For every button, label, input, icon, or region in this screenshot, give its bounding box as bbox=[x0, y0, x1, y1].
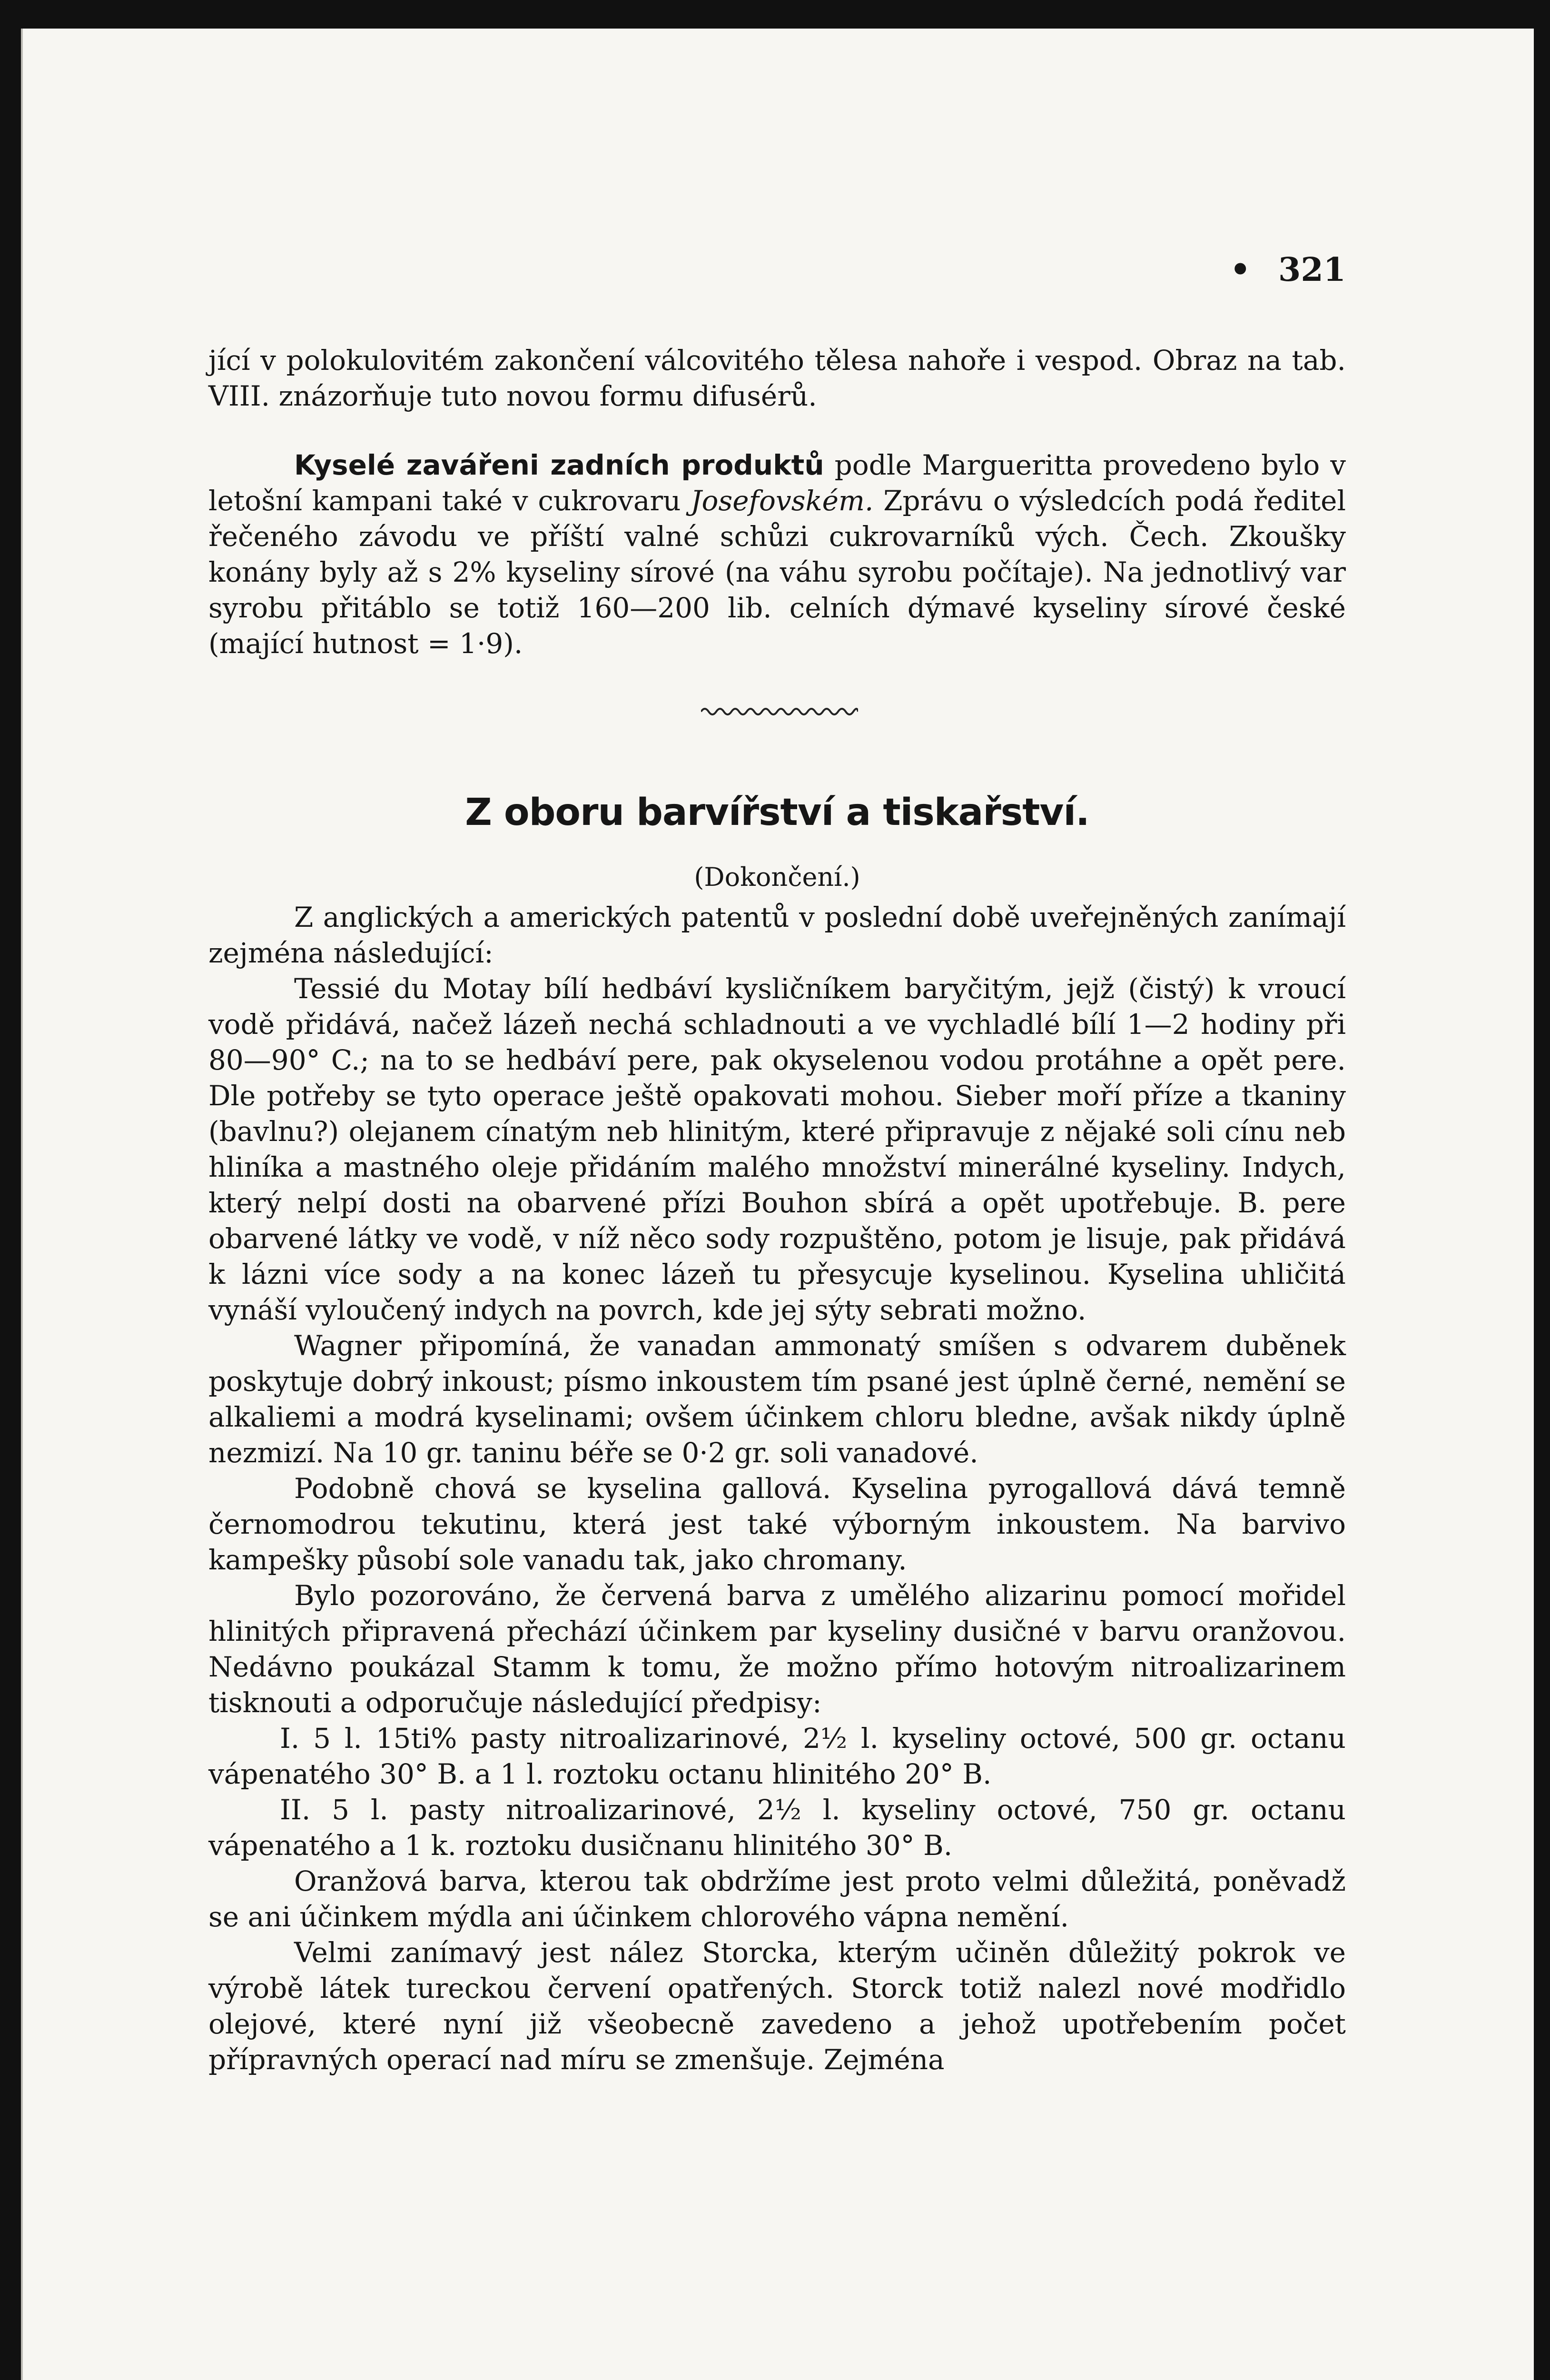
recipe-item: II. 5 l. pasty nitroalizarinové, 2½ l. kyseliny octové, 750 gr. octanu vápenatého a 1 k. roztoku dusičnanu hlinitého 30° B. bbox=[208, 1794, 1346, 1862]
section-body bbox=[208, 900, 1346, 2078]
paragraph: Wagner připomíná, že vanadan ammonatý smíšen s odvarem duběnek poskytuje dobrý inkoust; písmo inkoustem tím psané jest úplně černé, nemění se alkaliemi a modrá kyselinami; ovšem účinkem chloru bledne, avšak nikdy úplně nezmizí. Na 10 gr. taninu béře se 0·2 gr. soli vanadové. bbox=[208, 1329, 1346, 1469]
margueritte-section bbox=[208, 447, 1346, 662]
recipe-item: I. 5 l. 15ti% pasty nitroalizarinové, 2½ l. kyseliny octové, 500 gr. octanu vápenatého 30° B. a 1 l. roztoku octanu hlinitého 20° B. bbox=[208, 1722, 1346, 1790]
margueritte-text-1: podle Margueritta provedeno bylo v letošní kampani také v cukrovaru bbox=[208, 449, 1346, 517]
section-title: Z oboru barvířství a tiskařství. bbox=[465, 791, 1089, 834]
page-number: 321 bbox=[1278, 251, 1346, 289]
section-divider-ornament bbox=[701, 704, 858, 719]
paragraph: Bylo pozorováno, že červená barva z umělého alizarinu pomocí mořidel hlinitých připravená přechází účinkem par kyseliny dusičné v barvu oranžovou. Nedávno poukázal Stamm k tomu, že možno přímo hotovým nitroalizarinem tisknouti a odporučuje následující předpisy: bbox=[208, 1579, 1346, 1719]
paragraph: Tessié du Motay bílí hedbáví kysličníkem baryčitým, jejž (čistý) k vroucí vodě přidává, načež lázeň nechá schladnouti a ve vychladlé bílí 1—2 hodiny při 80—90° C.; na to se hedbáví pere, pak okyselenou vodou protáhne a opět pere. Dle potřeby se tyto operace ještě opakovati mohou. Sieber moří příze a tkaniny (bavlnu?) olejanem cínatým neb hlinitým, které připravuje z nějaké soli cínu neb hliníka a mastného oleje přidáním malého množství minerálné kyseliny. Indych, který nelpí dosti na obarvené přízi Bouhon sbírá a opět upotřebuje. B. pere obarvené látky ve vodě, v níž něco sody rozpuštěno, potom je lisuje, pak přidává k lázni více sody a na konec lázeň tu přesycuje kyselinou. Kyselina uhličitá vynáší vyloučený indych na povrch, kde jej sýty sebrati možno. bbox=[208, 972, 1346, 1326]
margueritte-emphasis: Josefovském. bbox=[691, 485, 874, 517]
margueritte-paragraph bbox=[208, 447, 1346, 662]
paragraph: Oranžová barva, kterou tak obdržíme jest proto velmi důležitá, poněvadž se ani účinkem mýdla ani účinkem chlorového vápna nemění. bbox=[208, 1865, 1346, 1933]
paragraph: Velmi zanímavý jest nález Storcka, kterým učiněn důležitý pokrok ve výrobě látek tureckou červení opatřených. Storck totiž nalezl nové modřidlo olejové, které nyní již všeobecně zavedeno a jehož upotřebením počet přípravných operací nad míru se zmenšuje. Zejména bbox=[208, 1936, 1346, 2076]
paragraph: Z anglických a amerických patentů v poslední době uveřejněných zanímají zejména následující: bbox=[208, 901, 1346, 969]
page-mark: • bbox=[1230, 251, 1251, 289]
runin-heading: Kyselé zavářeni zadních produktů bbox=[294, 449, 824, 481]
paragraph: Podobně chová se kyselina gallová. Kyselina pyrogallová dává temně černomodrou tekutinu, která jest také výborným inkoustem. Na barvivo kampešky působí sole vanadu tak, jako chromany. bbox=[208, 1472, 1346, 1576]
continued-paragraph bbox=[208, 343, 1346, 414]
top-paragraph: jící v polokulovitém zakončení válcovitého tělesa nahoře i vespod. Obraz na tab. VIII. znázorňuje tuto novou formu difusérů. bbox=[208, 344, 1346, 412]
margueritte-text-2: Zprávu o výsledcích podá ředitel řečeného závodu ve příští valné schůzi cukrovarníků vých. Čech. Zkoušky konány byly až s 2% kyseliny sírové (na váhu syrobu počítaje). Na jednotlivý var syrobu přitáblo se totiž 160—200 lib. celních dýmavé kyseliny sírové české (mající hutnost = 1·9). bbox=[208, 485, 1346, 660]
section-subtitle: (Dokončení.) bbox=[694, 862, 860, 892]
scanned-page bbox=[21, 29, 1534, 2380]
